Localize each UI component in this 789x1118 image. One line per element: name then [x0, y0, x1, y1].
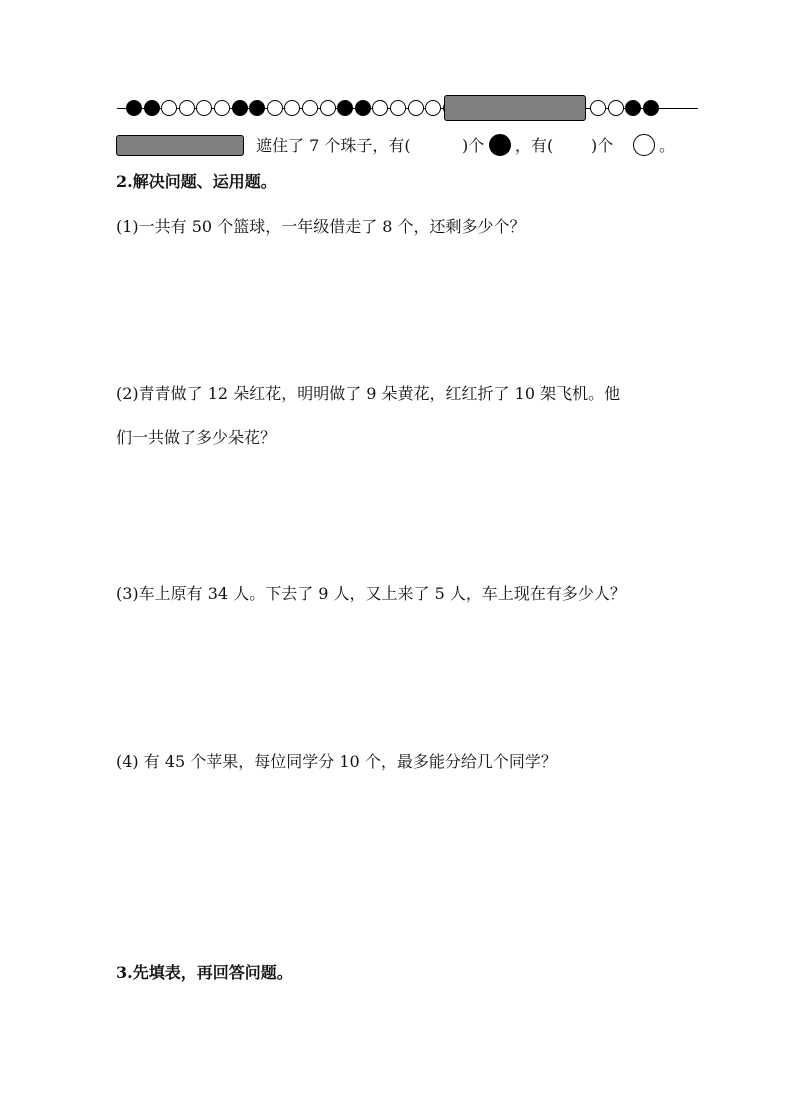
white-bead — [372, 100, 388, 116]
question-2-line-2: 们一共做了多少朵花？ — [116, 428, 277, 447]
black-bead — [232, 100, 248, 116]
cover-box-legend — [116, 135, 244, 156]
white-bead — [408, 100, 424, 116]
question-2-line-1: (2)青青做了 12 朵红花，明明做了 9 朵黄花，红红折了 10 架飞机。他 — [116, 384, 621, 403]
fill-text-2: )个 — [462, 136, 485, 155]
white-bead — [214, 100, 230, 116]
white-bead — [425, 100, 441, 116]
black-bead-icon — [489, 134, 511, 156]
white-bead — [267, 100, 283, 116]
section-2-title: 2.解决问题、运用题。 — [116, 172, 277, 191]
white-bead — [390, 100, 406, 116]
black-bead — [625, 100, 641, 116]
white-bead — [608, 100, 624, 116]
question-1: (1)一共有 50 个篮球，一年级借走了 8 个，还剩多少个？ — [116, 217, 526, 236]
question-3: (3)车上原有 34 人。下去了 9 人，又上来了 5 人，车上现在有多少人？ — [116, 584, 626, 603]
cover-box — [444, 95, 586, 121]
white-bead — [196, 100, 212, 116]
black-bead — [249, 100, 265, 116]
white-bead — [284, 100, 300, 116]
fill-text-4: )个 — [591, 136, 614, 155]
black-bead — [144, 100, 160, 116]
white-bead — [320, 100, 336, 116]
black-bead — [337, 100, 353, 116]
white-bead — [161, 100, 177, 116]
section-3-title: 3.先填表，再回答问题。 — [116, 963, 293, 982]
fill-text-3: ，有( — [515, 136, 554, 155]
fill-text-5: 。 — [659, 136, 676, 155]
fill-text-1: 遮住了 7 个珠子，有( — [256, 136, 411, 155]
white-bead — [179, 100, 195, 116]
black-bead — [643, 100, 659, 116]
white-bead — [302, 100, 318, 116]
question-4: (4) 有 45 个苹果，每位同学分 10 个，最多能分给几个同学？ — [116, 752, 557, 771]
black-bead — [355, 100, 371, 116]
white-bead — [590, 100, 606, 116]
black-bead — [126, 100, 142, 116]
white-bead-icon — [633, 134, 655, 156]
